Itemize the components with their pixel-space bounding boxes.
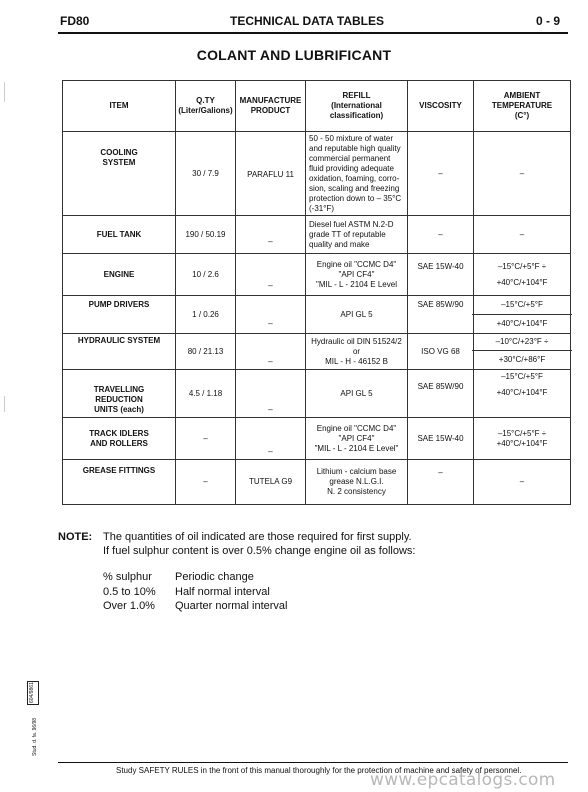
- refill-cell: Engine oil "CCMC D4" "API CF4" "MIL - L - 2104 E Level: [306, 254, 408, 296]
- manufacture-cell: PARAFLU 11: [236, 132, 306, 216]
- qty-cell: –: [176, 460, 236, 505]
- change-header: Periodic change: [175, 571, 254, 583]
- item-cell: TRACK IDLERS AND ROLLERS: [63, 418, 176, 460]
- item-cell: TRAVELLING REDUCTION UNITS (each): [63, 370, 176, 418]
- table-row: [63, 132, 571, 216]
- header-center: TECHNICAL DATA TABLES: [230, 14, 384, 28]
- note-label: NOTE:: [58, 531, 93, 543]
- item-cell: FUEL TANK: [63, 216, 176, 254]
- viscosity-cell: SAE 15W-40: [408, 418, 474, 460]
- header-item: ITEM: [63, 81, 176, 132]
- ambient-cell: –15°C/+5°F +40°C/+104°F: [474, 296, 571, 334]
- qty-cell: –: [176, 418, 236, 460]
- table-row: [63, 254, 571, 296]
- manufacture-cell: –: [236, 418, 306, 460]
- qty-cell: 190 / 50.19: [176, 216, 236, 254]
- item-cell: COOLING SYSTEM: [63, 132, 176, 216]
- header-manufacture: MANUFACTURE PRODUCT: [236, 81, 306, 132]
- header-viscosity: VISCOSITY: [408, 81, 474, 132]
- page-edge-mark: [4, 82, 5, 102]
- refill-cell: Diesel fuel ASTM N.2-D grade TT of reputable quality and make: [306, 216, 408, 254]
- side-print: [26, 681, 40, 761]
- item-cell: HYDRAULIC SYSTEM: [63, 334, 176, 370]
- item-cell: GREASE FITTINGS: [63, 460, 176, 505]
- change-interval: Half normal interval: [175, 585, 270, 598]
- header-ambient: AMBIENT TEMPERATURE (C°): [474, 81, 571, 132]
- ambient-cell: –15°C/+5°F +40°C/+104°F: [474, 370, 571, 418]
- item-cell: ENGINE: [63, 254, 176, 296]
- refill-cell: Engine oil "CCMC D4" "API CF4" "MIL - L - 2104 E Level": [306, 418, 408, 460]
- header-right: 0 - 9: [536, 14, 561, 28]
- qty-cell: 30 / 7.9: [176, 132, 236, 216]
- table-row: [63, 370, 571, 418]
- viscosity-cell: SAE 85W/90: [408, 370, 474, 418]
- ambient-cell: –15°C/+5°F ÷ +40°C/+104°F: [474, 254, 571, 296]
- sulphur-range: 0.5 to 10%: [103, 585, 156, 598]
- sulphur-range: Over 1.0%: [103, 600, 155, 612]
- item-cell: PUMP DRIVERS: [63, 296, 176, 334]
- sulphur-header: % sulphur: [103, 571, 152, 583]
- sulphur-range-column: [103, 570, 156, 614]
- viscosity-cell: ISO VG 68: [408, 334, 474, 370]
- manufacture-cell: –: [236, 370, 306, 418]
- ambient-cell: –: [474, 132, 571, 216]
- table-row: [63, 216, 571, 254]
- lubricant-table: [62, 80, 571, 505]
- refill-cell: 50 - 50 mixture of water and reputable high quality commercial permanent fluid providing adequate oxidation, foaming, corro- sion, scaling and freezing protection down to – 35°C (-31°F): [306, 132, 408, 216]
- sulphur-change-column: [175, 570, 288, 614]
- footer-rule: [58, 762, 568, 763]
- note-text: [103, 530, 543, 558]
- note-line: The quantities of oil indicated are those required for first supply.: [103, 531, 412, 543]
- side-print-code: 604/9861: [29, 682, 35, 703]
- side-print-text: Stud. d. fa. 96/98: [32, 717, 38, 756]
- viscosity-cell: –: [408, 216, 474, 254]
- page-title: COLANT AND LUBRIFICANT: [196, 47, 392, 63]
- header-left: FD80: [60, 14, 90, 28]
- qty-cell: 80 / 21.13: [176, 334, 236, 370]
- qty-cell: 1 / 0.26: [176, 296, 236, 334]
- refill-cell: API GL 5: [306, 296, 408, 334]
- header-refill: REFILL (International classification): [306, 81, 408, 132]
- viscosity-cell: –: [408, 460, 474, 505]
- ambient-cell: –10°C/+23°F ÷ +30°C/+86°F: [474, 334, 571, 370]
- watermark: www.epcatalogs.com: [370, 770, 556, 790]
- refill-cell: Hydraulic oil DIN 51524/2 or MIL - H - 46152 B: [306, 334, 408, 370]
- table-row: [63, 334, 571, 370]
- manufacture-cell: –: [236, 254, 306, 296]
- page-edge-mark: [4, 396, 5, 412]
- table-row: [63, 460, 571, 505]
- footer-text: Study SAFETY RULES in the front of this manual thoroughly for the protection of machine and safety of personnel.: [116, 766, 522, 775]
- ambient-cell: –: [474, 460, 571, 505]
- manufacture-cell: –: [236, 296, 306, 334]
- header-rule: [58, 32, 568, 34]
- header-qty: Q.TY (Liter/Galions): [176, 81, 236, 132]
- refill-cell: API GL 5: [306, 370, 408, 418]
- viscosity-cell: –: [408, 132, 474, 216]
- viscosity-cell: SAE 85W/90: [408, 296, 474, 334]
- qty-cell: 4.5 / 1.18: [176, 370, 236, 418]
- refill-cell: Lithium - calcium base grease N.L.G.I. N. 2 consistency: [306, 460, 408, 505]
- table-row: [63, 418, 571, 460]
- manufacture-cell: –: [236, 216, 306, 254]
- ambient-cell: –: [474, 216, 571, 254]
- viscosity-cell: SAE 15W-40: [408, 254, 474, 296]
- manufacture-cell: –: [236, 334, 306, 370]
- qty-cell: 10 / 2.6: [176, 254, 236, 296]
- manufacture-cell: TUTELA G9: [236, 460, 306, 505]
- table-row: [63, 296, 571, 334]
- note-line: If fuel sulphur content is over 0.5% change engine oil as follows:: [103, 545, 416, 557]
- change-interval: Quarter normal interval: [175, 600, 288, 612]
- table-header-row: [63, 81, 571, 132]
- ambient-cell: –15°C/+5°F ÷ +40°C/+104°F: [474, 418, 571, 460]
